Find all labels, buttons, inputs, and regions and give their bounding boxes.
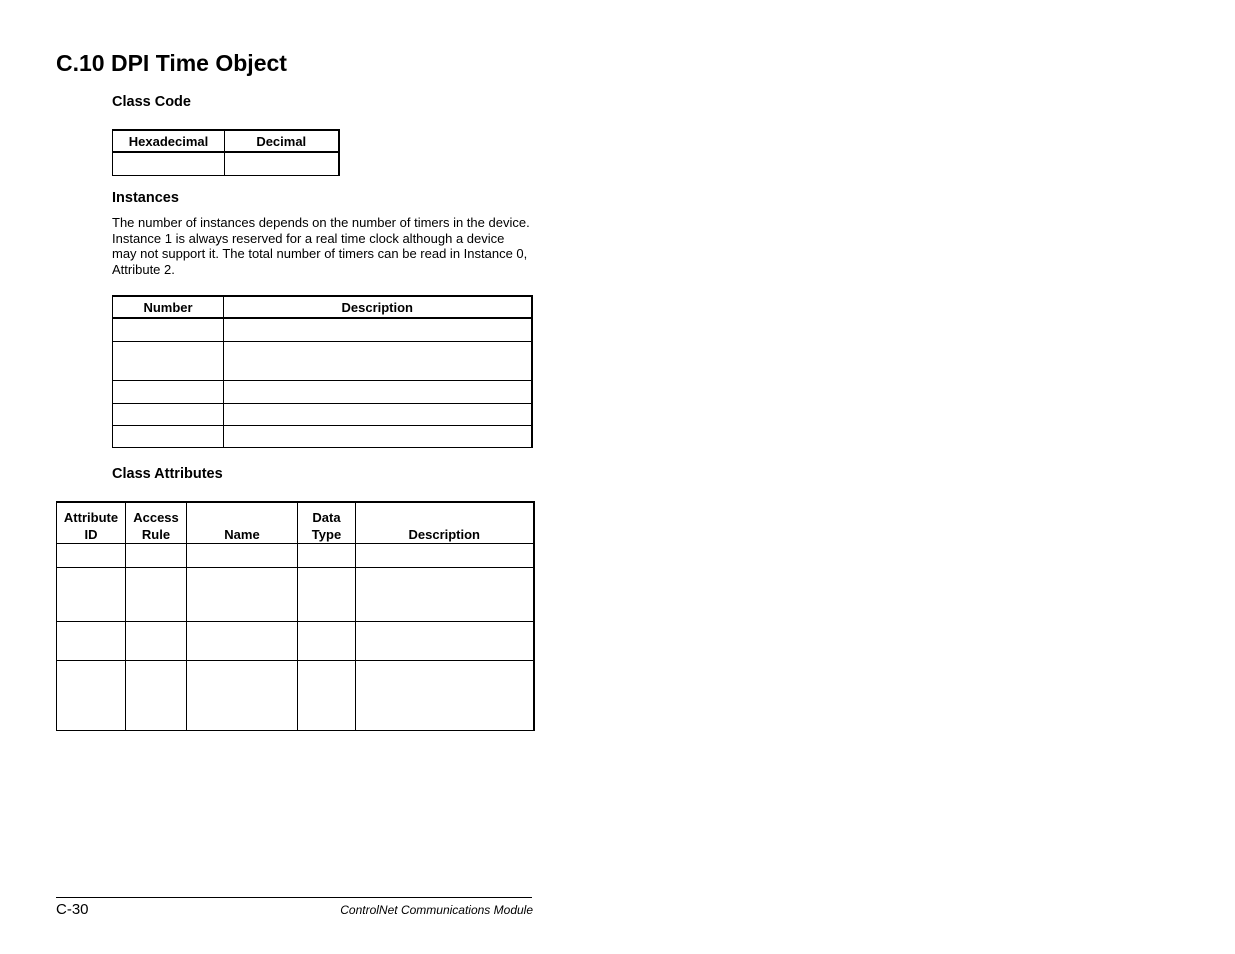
table-cell [224,318,532,341]
page-number: C-30 [56,901,89,918]
table-cell [187,567,298,621]
section-title: C.10 DPI Time Object [56,50,287,76]
table-cell [224,380,532,403]
table-cell [57,660,126,730]
table-cell [225,152,339,175]
table-cell [113,425,224,447]
instances-table [112,295,533,448]
table-cell [126,660,187,730]
table-row [113,318,532,341]
table-cell [57,567,126,621]
table-row [113,403,532,425]
table-cell [126,621,187,660]
instances-text: The number of instances depends on the number of timers in the device. Instance 1 is always reserved for a real time clock although a device may not support it. The total number of timers can be read in Instance 0, Attribute 2. [112,215,530,277]
header-description: Description [224,296,532,318]
table-cell [126,567,187,621]
table-row [113,425,532,447]
table-cell [113,152,225,175]
table-row [113,380,532,403]
class-attributes-table [56,501,535,731]
table-header-row [113,296,532,318]
table-header-row [113,130,339,152]
table-cell [298,567,356,621]
header-name: Name [187,502,298,543]
table-cell [113,341,224,380]
table-cell [224,341,532,380]
table-cell [356,543,534,567]
class-attributes-heading: Class Attributes [112,466,223,482]
table-cell [57,543,126,567]
table-cell [187,543,298,567]
table-row [57,543,534,567]
table-row [57,621,534,660]
header-hexadecimal: Hexadecimal [113,130,225,152]
table-cell [224,425,532,447]
table-cell [298,660,356,730]
instances-heading: Instances [112,190,179,206]
table-row [57,660,534,730]
table-cell [113,403,224,425]
header-data-type: Data Type [298,502,356,543]
table-header-row [57,502,534,543]
table-cell [57,621,126,660]
table-row [113,152,339,175]
table-row [57,567,534,621]
header-attribute-id: Attribute ID [57,502,126,543]
class-code-table [112,129,340,176]
table-cell [356,660,534,730]
header-number: Number [113,296,224,318]
table-cell [298,543,356,567]
table-cell [113,318,224,341]
class-code-heading: Class Code [112,94,191,110]
table-row [113,341,532,380]
header-access-rule: Access Rule [126,502,187,543]
table-cell [126,543,187,567]
manual-title: ControlNet Communications Module [340,903,533,917]
header-decimal: Decimal [225,130,339,152]
header-description: Description [356,502,534,543]
table-cell [187,660,298,730]
table-cell [298,621,356,660]
table-cell [356,567,534,621]
table-cell [224,403,532,425]
footer-rule [56,897,532,898]
table-cell [187,621,298,660]
table-cell [113,380,224,403]
table-cell [356,621,534,660]
